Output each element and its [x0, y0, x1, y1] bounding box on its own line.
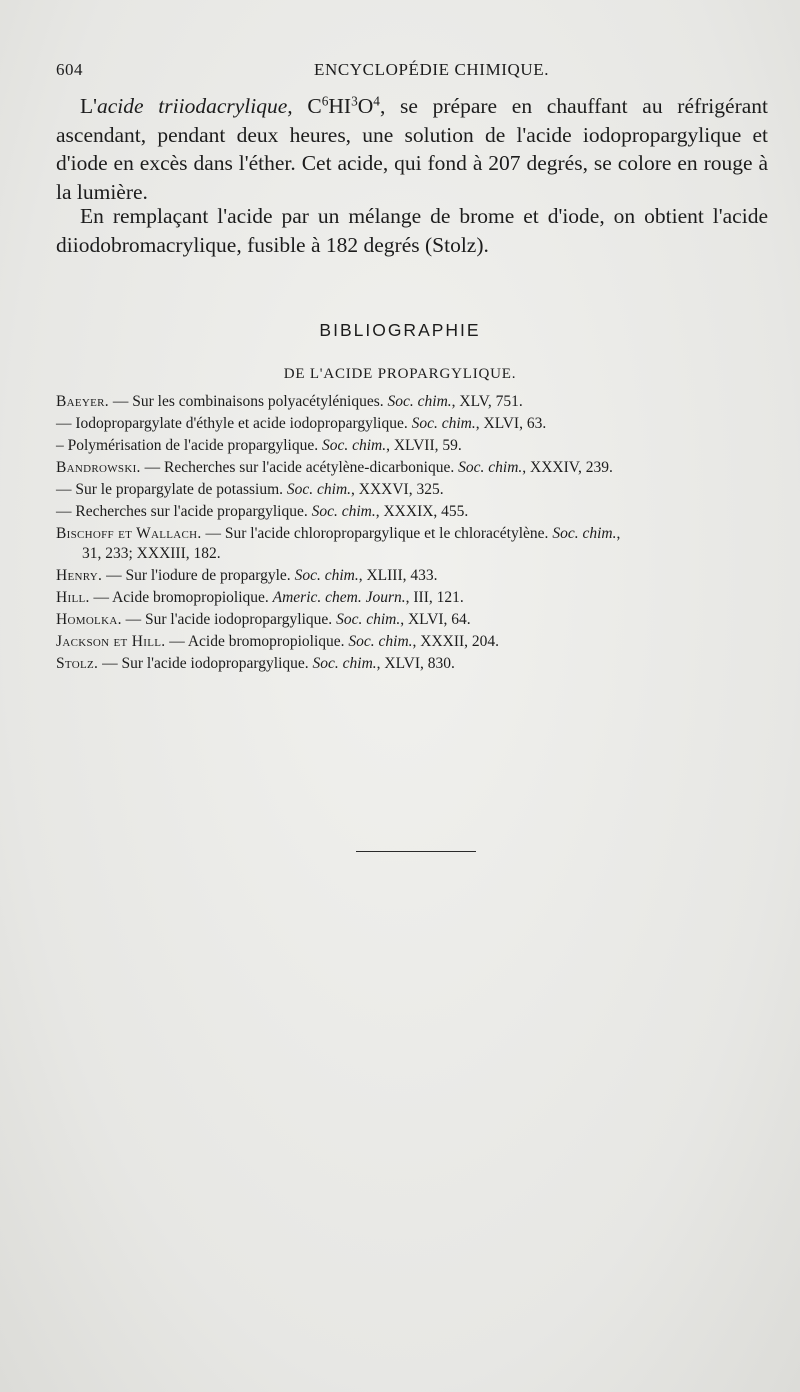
running-head: ENCYCLOPÉDIE CHIMIQUE. — [314, 60, 550, 79]
reference-entry: Baeyer. — Sur les combinaisons polyacétyléniques. Soc. chim., XLV, 751. — [56, 393, 523, 410]
paragraph-rest: , se prépare en chauffant au réfrigérant ascendant, pendant deux heures, une solution de l'acide iodopropargylique et d'iode en excès dans l'éther. Cet acide, qui fond à 207 degrés, se colore en rouge à la lumière. — [56, 94, 768, 204]
section-end-rule — [356, 851, 476, 852]
reference-entry: Henry. — Sur l'iodure de propargyle. Soc. chim., XLIII, 433. — [56, 567, 438, 584]
reference-continuation: 31, 233; XXXIII, 182. — [82, 545, 221, 562]
reference-entry: — Recherches sur l'acide propargylique. Soc. chim., XXXIX, 455. — [56, 503, 469, 520]
bibliography-subtitle: DE L'ACIDE PROPARGYLIQUE. — [283, 366, 517, 382]
reference-entry: – Polymérisation de l'acide propargylique. Soc. chim., XLVII, 59. — [56, 437, 462, 454]
chemical-formula: $C^6HI^3O^4$ — [307, 93, 380, 118]
reference-entry: Hill. — Acide bromopropiolique. Americ. chem. Journ., III, 121. — [56, 589, 464, 606]
reference-entry: Jackson et Hill. — Acide bromopropiolique. Soc. chim., XXXII, 204. — [56, 633, 500, 650]
reference-entry: Bischoff et Wallach. — Sur l'acide chloropropargylique et le chloracétylène. Soc. chim., — [56, 525, 621, 542]
page-number: 604 — [56, 60, 83, 79]
reference-entry: Bandrowski. — Recherches sur l'acide acétylène-dicarbonique. Soc. chim., XXXIV, 239. — [56, 459, 613, 476]
reference-entry: Homolka. — Sur l'acide iodopropargylique. Soc. chim., XLVI, 64. — [56, 611, 471, 628]
paragraph-triiodacrylique — [56, 92, 768, 206]
page-header — [56, 60, 770, 84]
reference-entry: — Sur le propargylate de potassium. Soc. chim., XXXVI, 325. — [56, 481, 444, 498]
reference-entry: — Iodopropargylate d'éthyle et acide iodopropargylique. Soc. chim., XLVI, 63. — [56, 415, 547, 432]
reference-entry: Stolz. — Sur l'acide iodopropargylique. Soc. chim., XLVI, 830. — [56, 655, 455, 672]
paragraph-text: En remplaçant l'acide par un mélange de brome et d'iode, on obtient l'acide diiodobromacrylique, fusible à 182 degrés (Stolz). — [56, 204, 768, 257]
paragraph-diiodobromacrylique — [56, 202, 768, 259]
compound-name: acide triiodacrylique, — [97, 94, 293, 118]
paragraph-lead: L' — [80, 94, 98, 118]
bibliography-title: BIBLIOGRAPHIE — [319, 320, 481, 340]
